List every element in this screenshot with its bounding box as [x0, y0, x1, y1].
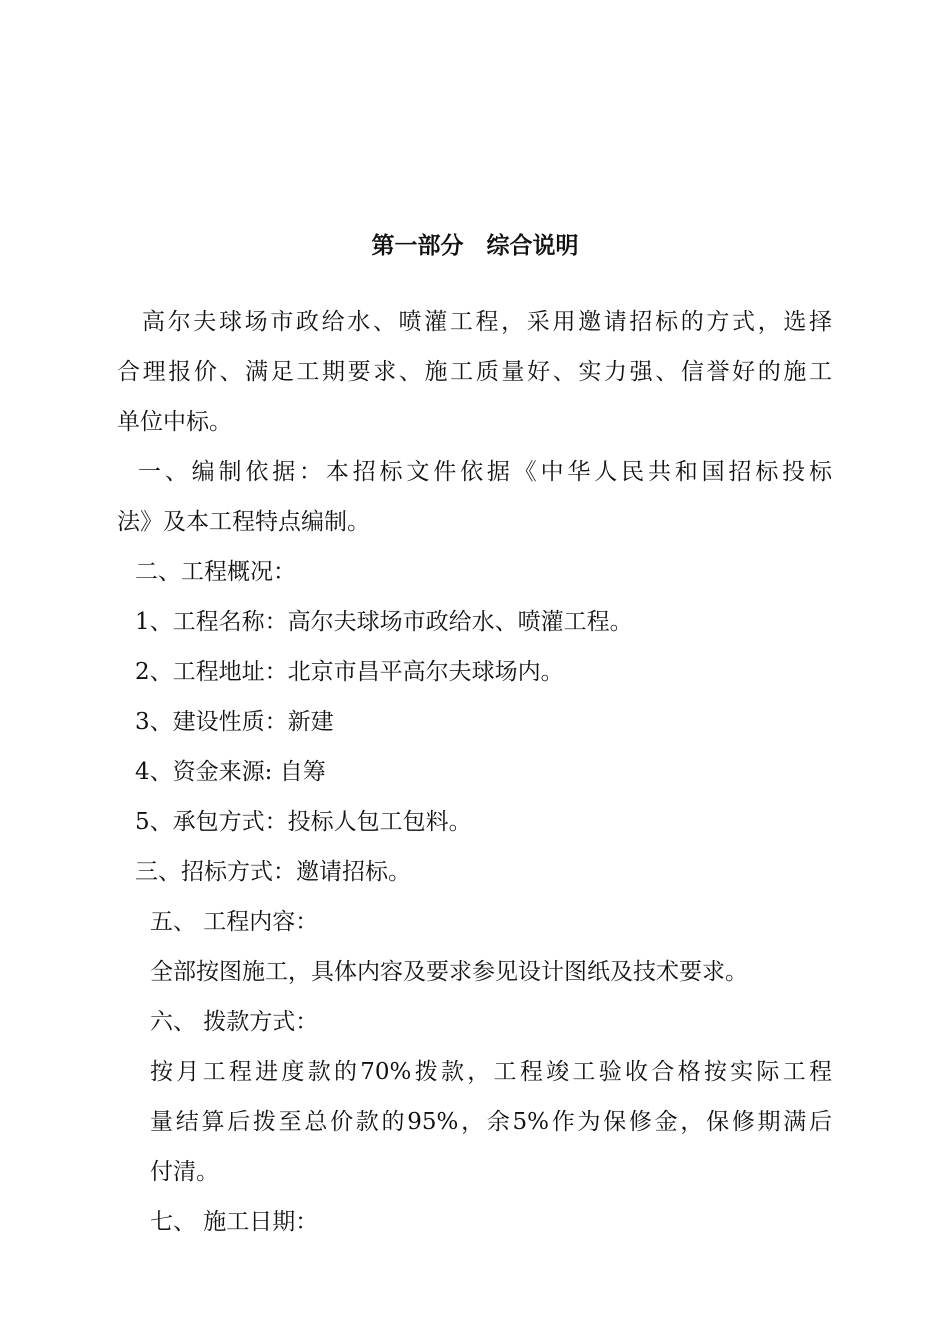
basis-line-1: 一、编制依据：本招标文件依据《中华人民共和国招标投标	[138, 459, 832, 485]
intro-line-1: 高尔夫球场市政给水、喷灌工程，采用邀请招标的方式，选择	[142, 309, 832, 335]
overview-item-4: 4、资金来源: 自筹	[135, 759, 326, 785]
payment-line-2: 量结算后拨至总价款的95%，余5%作为保修金，保修期满后	[150, 1109, 832, 1135]
overview-item-3: 3、建设性质：新建	[135, 709, 334, 735]
content-text: 全部按图施工，具体内容及要求参见设计图纸及技术要求。	[150, 959, 748, 985]
payment-line-1: 按月工程进度款的70%拨款，工程竣工验收合格按实际工程	[150, 1059, 832, 1085]
payment-heading: 六、 拨款方式：	[150, 1009, 319, 1035]
overview-item-5: 5、承包方式：投标人包工包料。	[135, 809, 472, 835]
overview-item-1: 1、工程名称：高尔夫球场市政给水、喷灌工程。	[135, 609, 633, 635]
overview-heading: 二、工程概况：	[135, 559, 296, 585]
tender-method: 三、招标方式：邀请招标。	[135, 859, 411, 885]
schedule-heading: 七、 施工日期：	[150, 1209, 319, 1235]
intro-line-3: 单位中标。	[117, 409, 232, 435]
overview-item-2: 2、工程地址：北京市昌平高尔夫球场内。	[135, 659, 564, 685]
basis-line-2: 法》及本工程特点编制。	[117, 509, 370, 535]
payment-line-3: 付清。	[150, 1159, 219, 1185]
content-heading: 五、 工程内容：	[150, 909, 319, 935]
intro-line-2: 合理报价、满足工期要求、施工质量好、实力强、信誉好的施工	[117, 359, 832, 385]
section-title: 第一部分 综合说明	[371, 233, 579, 259]
